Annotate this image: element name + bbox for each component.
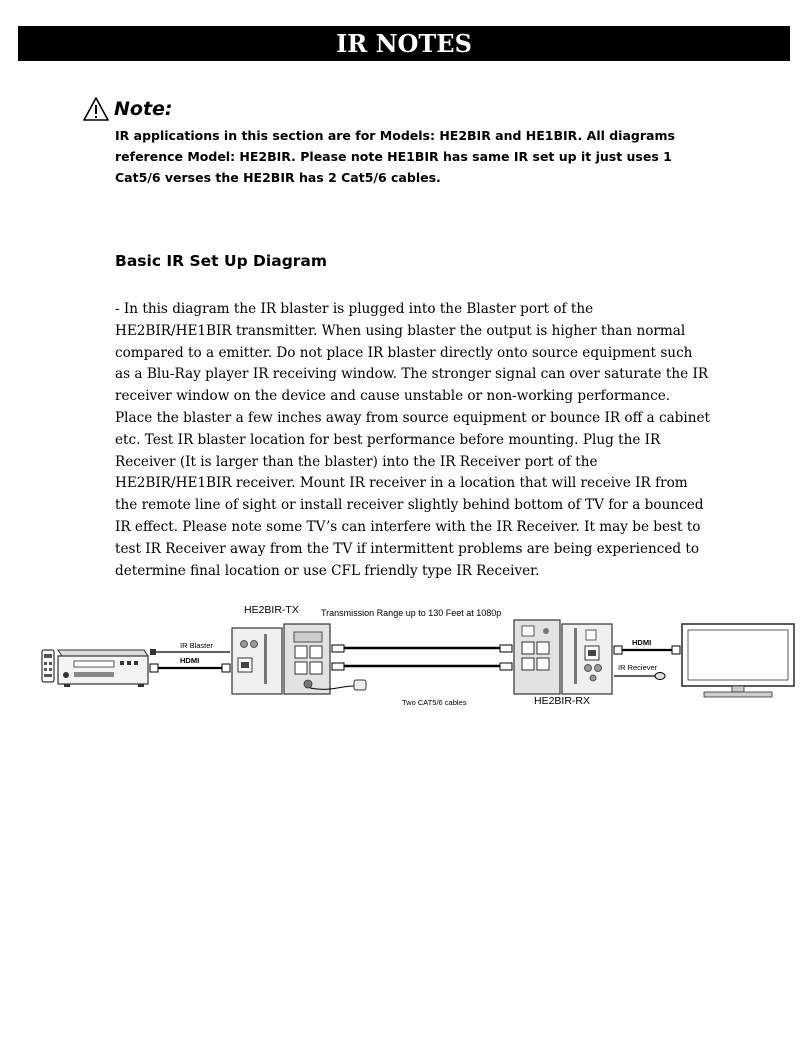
transmitter-unit bbox=[232, 624, 330, 694]
remote-control-icon bbox=[42, 650, 54, 682]
hdmi-left-label: HDMI bbox=[180, 656, 200, 665]
cat-cables bbox=[332, 645, 512, 670]
note-body: IR applications in this section are for Models: HE2BIR and HE1BIR. All diagrams reference Model: HE2BIR. Please note HE1BIR has same IR set up it just uses 1 Cat5/6 verses the HE2BIR has 2 Cat5/6 cables. bbox=[115, 128, 675, 185]
warning-triangle-icon bbox=[82, 96, 110, 122]
rx-label: HE2BIR-RX bbox=[534, 695, 591, 707]
tv-icon bbox=[682, 624, 794, 697]
ir-setup-diagram bbox=[40, 600, 800, 712]
note-block bbox=[82, 94, 722, 188]
section-heading: Basic IR Set Up Diagram bbox=[115, 252, 328, 270]
ir-receiver-label: IR Reciever bbox=[618, 663, 658, 672]
hdmi-right-label: HDMI bbox=[632, 638, 652, 647]
note-title: Note: bbox=[114, 98, 173, 120]
blu-ray-player-icon bbox=[58, 650, 148, 687]
receiver-unit bbox=[514, 620, 612, 694]
note-header bbox=[82, 94, 722, 124]
page-title-bar bbox=[18, 26, 790, 61]
page-title: IR NOTES bbox=[336, 29, 472, 58]
range-label: Transmission Range up to 130 Feet at 1080p bbox=[321, 608, 502, 618]
cables-label: Two CAT5/6 cables bbox=[402, 698, 467, 707]
body-paragraph: - In this diagram the IR blaster is plugged into the Blaster port of the HE2BIR/HE1BIR transmitter. When using blaster the output is higher than normal compared to a emitter. Do not place IR blaster directly onto source equipment such as a Blu-Ray player IR receiving window. The stronger signal can over saturate the IR receiver window on the device and cause unstable or non-working performance. Place the blaster a few inches away from source equipment or bounce IR off a cabinet etc. Test IR blaster location for best performance before mounting. Plug the IR Receiver (It is larger than the blaster) into the IR Receiver port of the HE2BIR/HE1BIR receiver. Mount IR receiver in a location that will receive IR from the remote line of sight or install receiver slightly behind bottom of TV for a bounced IR effect. Please note some TV’s can interfere with the IR Receiver. It may be best to test IR Receiver away from the TV if intermittent problems are being experienced to determine final location or use CFL friendly type IR Receiver. bbox=[115, 301, 710, 579]
ir-blaster-label: IR Blaster bbox=[180, 641, 213, 650]
tx-label: HE2BIR-TX bbox=[244, 604, 299, 616]
